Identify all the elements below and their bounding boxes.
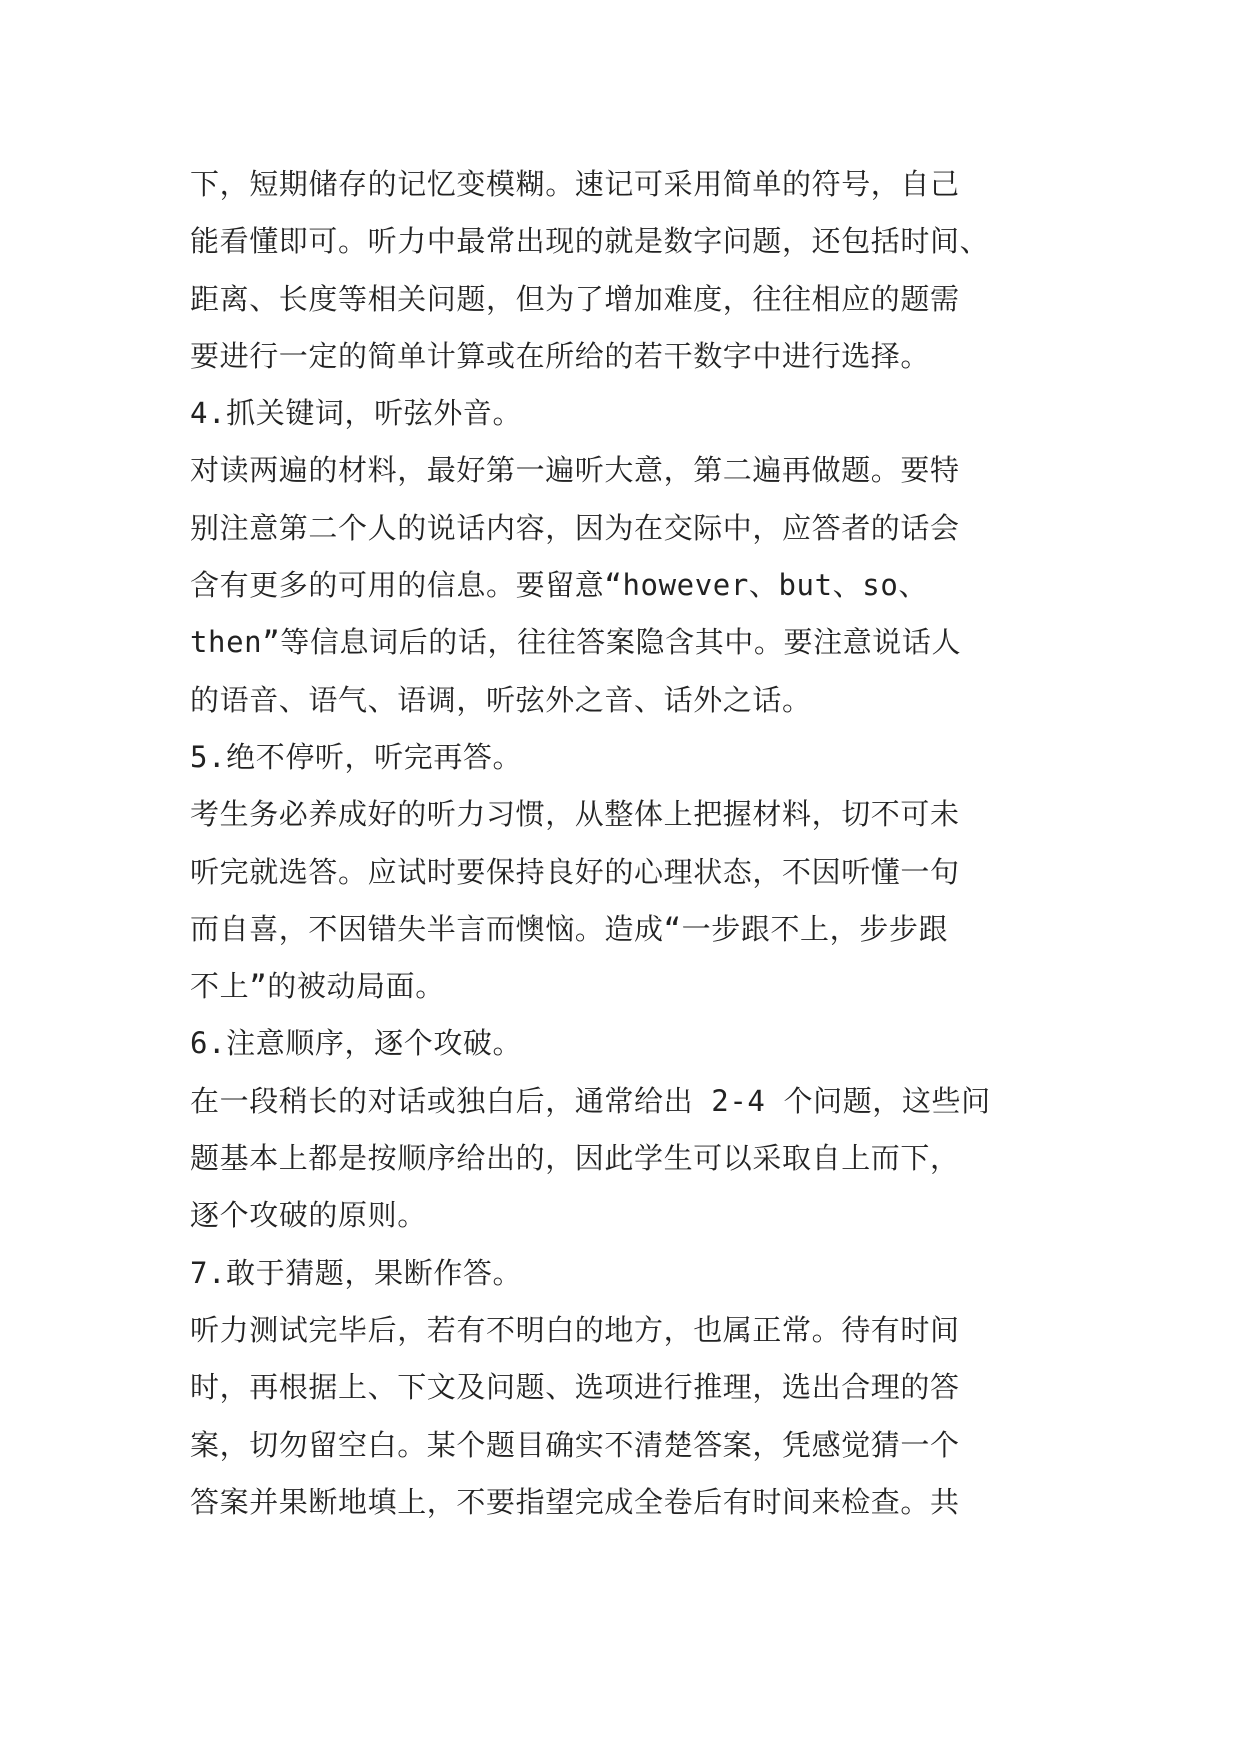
document-body — [190, 156, 1070, 1531]
text-line: 含有更多的可用的信息。要留意“however、but、so、 — [190, 568, 928, 603]
text-line: 而自喜，不因错失半言而懊恼。造成“一步跟不上，步步跟 — [190, 911, 949, 946]
text-line: 对读两遍的材料，最好第一遍听大意，第二遍再做题。要特 — [190, 453, 960, 488]
text-line: then”等信息词后的话，往往答案隐含其中。要注意说话人 — [190, 625, 962, 660]
text-line: 逐个攻破的原则。 — [190, 1198, 427, 1233]
text-line: 别注意第二个人的说话内容，因为在交际中，应答者的话会 — [190, 510, 960, 545]
text-line: 的语音、语气、语调，听弦外之音、话外之话。 — [190, 682, 812, 717]
text-line: 考生务必养成好的听力习惯，从整体上把握材料，切不可未 — [190, 797, 960, 832]
text-line: 下，短期储存的记忆变模糊。速记可采用简单的符号，自己 — [190, 167, 960, 201]
text-line: 听完就选答。应试时要保持良好的心理状态，不因听懂一句 — [190, 854, 960, 889]
section-heading: 5.绝不停听，听完再答。 — [190, 739, 523, 774]
text-line: 案，切勿留空白。某个题目确实不清楚答案，凭感觉猜一个 — [190, 1427, 960, 1462]
text-line: 不上”的被动局面。 — [190, 969, 445, 1004]
text-line: 距离、长度等相关问题，但为了增加难度，往往相应的题需 — [190, 281, 960, 316]
text-line: 答案并果断地填上，不要指望完成全卷后有时间来检查。共 — [190, 1484, 960, 1519]
text-line: 题基本上都是按顺序给出的，因此学生可以采取自上而下， — [190, 1141, 960, 1176]
text-line: 听力测试完毕后，若有不明白的地方，也属正常。待有时间 — [190, 1312, 960, 1347]
section-heading: 4.抓关键词，听弦外音。 — [190, 396, 523, 431]
text-line: 在一段稍长的对话或独白后，通常给出 2-4 个问题，这些问 — [190, 1083, 991, 1118]
text-line: 要进行一定的简单计算或在所给的若干数字中进行选择。 — [190, 338, 931, 373]
section-heading: 7.敢于猜题，果断作答。 — [190, 1255, 523, 1290]
text-line: 能看懂即可。听力中最常出现的就是数字问题，还包括时间、 — [190, 224, 990, 259]
text-line: 时，再根据上、下文及问题、选项进行推理，选出合理的答 — [190, 1370, 960, 1405]
section-heading: 6.注意顺序，逐个攻破。 — [190, 1026, 523, 1061]
